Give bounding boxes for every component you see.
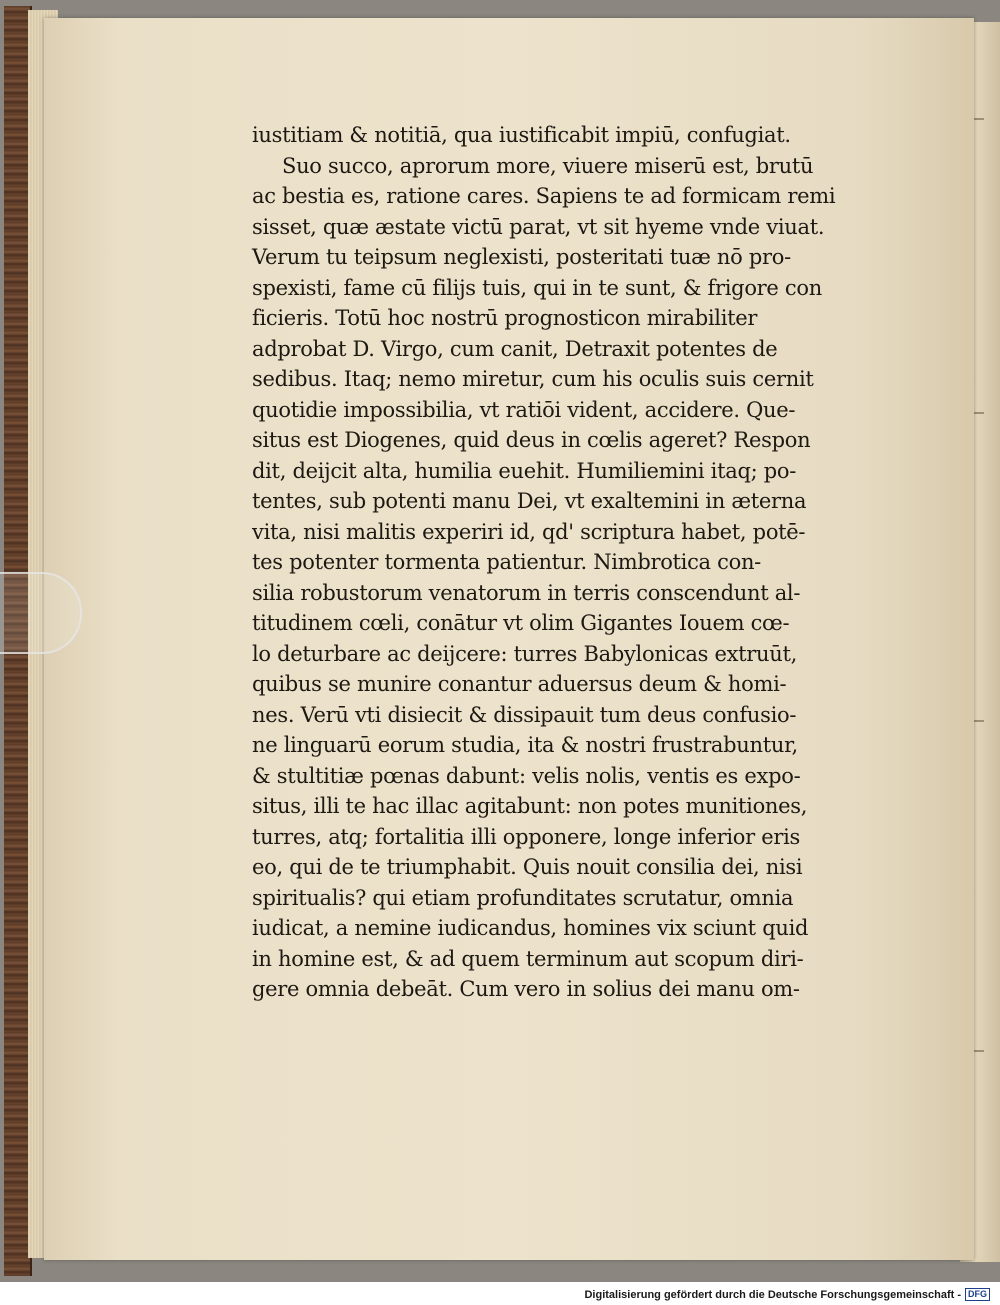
- text-line: vita, nisi malitis experiri id, qd' scriptura habet, potē-: [252, 519, 806, 544]
- text-line: nes. Verū vti disiecit & dissipauit tum deus confusio-: [252, 702, 797, 727]
- page-text: [252, 120, 892, 1005]
- digitization-credit: [584, 1288, 990, 1301]
- text-line: gere omnia debeāt. Cum vero in solius dei manu om-: [252, 977, 800, 1001]
- text-line: titudinem cœli, conātur vt olim Gigantes Iouem cœ-: [252, 611, 790, 635]
- dfg-logo: DFG: [965, 1288, 990, 1301]
- page-clip: [0, 572, 82, 654]
- text-line: situs est Diogenes, quid deus in cœlis ageret? Respon: [252, 428, 811, 452]
- credit-text: Digitalisierung gefördert durch die Deutsche Forschungsgemeinschaft -: [584, 1288, 961, 1301]
- text-line: turres, atq; fortalitia illi opponere, longe inferior eris: [252, 824, 800, 849]
- text-line: sisset, quæ æstate victū parat, vt sit hyeme vnde viuat.: [252, 214, 825, 239]
- text-line: quibus se munire conantur aduersus deum & homi-: [252, 672, 787, 696]
- text-line: in homine est, & ad quem terminum aut scopum diri-: [252, 946, 804, 971]
- text-line: iustitiam & notitiā, qua iustificabit impiū, confugiat.: [252, 123, 791, 147]
- text-line: Suo succo, aprorum more, viuere miserū est, brutū: [282, 153, 814, 178]
- text-line: sedibus. Itaq; nemo miretur, cum his oculis suis cernit: [252, 367, 814, 391]
- text-line: ne linguarū eorum studia, ita & nostri frustrabuntur,: [252, 733, 798, 757]
- text-line: spexisti, fame cū filijs tuis, qui in te sunt, & frigore con: [252, 275, 822, 300]
- text-line: quotidie impossibilia, vt ratiōi vident, accidere. Que-: [252, 397, 796, 422]
- text-line: Verum tu teipsum neglexisti, posteritati tuæ nō pro-: [252, 245, 791, 269]
- text-line: tentes, sub potenti manu Dei, vt exaltemini in æterna: [252, 489, 807, 513]
- text-line: iudicat, a nemine iudicandus, homines vix sciunt quid: [252, 916, 809, 940]
- text-line: ac bestia es, ratione cares. Sapiens te ad formicam remi: [252, 184, 836, 208]
- text-line: eo, qui de te triumphabit. Quis nouit consilia dei, nisi: [252, 855, 803, 879]
- text-line: tes potenter tormenta patientur. Nimbrotica con-: [252, 550, 761, 574]
- text-line: adprobat D. Virgo, cum canit, Detraxit potentes de: [252, 336, 778, 361]
- text-line: lo deturbare ac deijcere: turres Babylonicas extruūt,: [252, 641, 797, 666]
- text-line: situs, illi te hac illac agitabunt: non potes munitiones,: [252, 794, 808, 818]
- text-line: ficieris. Totū hoc nostrū prognosticon mirabiliter: [252, 306, 758, 330]
- text-line: & stultitiæ pœnas dabunt: velis nolis, ventis es expo-: [252, 763, 801, 788]
- text-line: silia robustorum venatorum in terris conscendunt al-: [252, 580, 801, 605]
- text-line: dit, deijcit alta, humilia euehit. Humiliemini itaq; po-: [252, 458, 797, 483]
- text-line: spiritualis? qui etiam profunditates scrutatur, omnia: [252, 885, 794, 910]
